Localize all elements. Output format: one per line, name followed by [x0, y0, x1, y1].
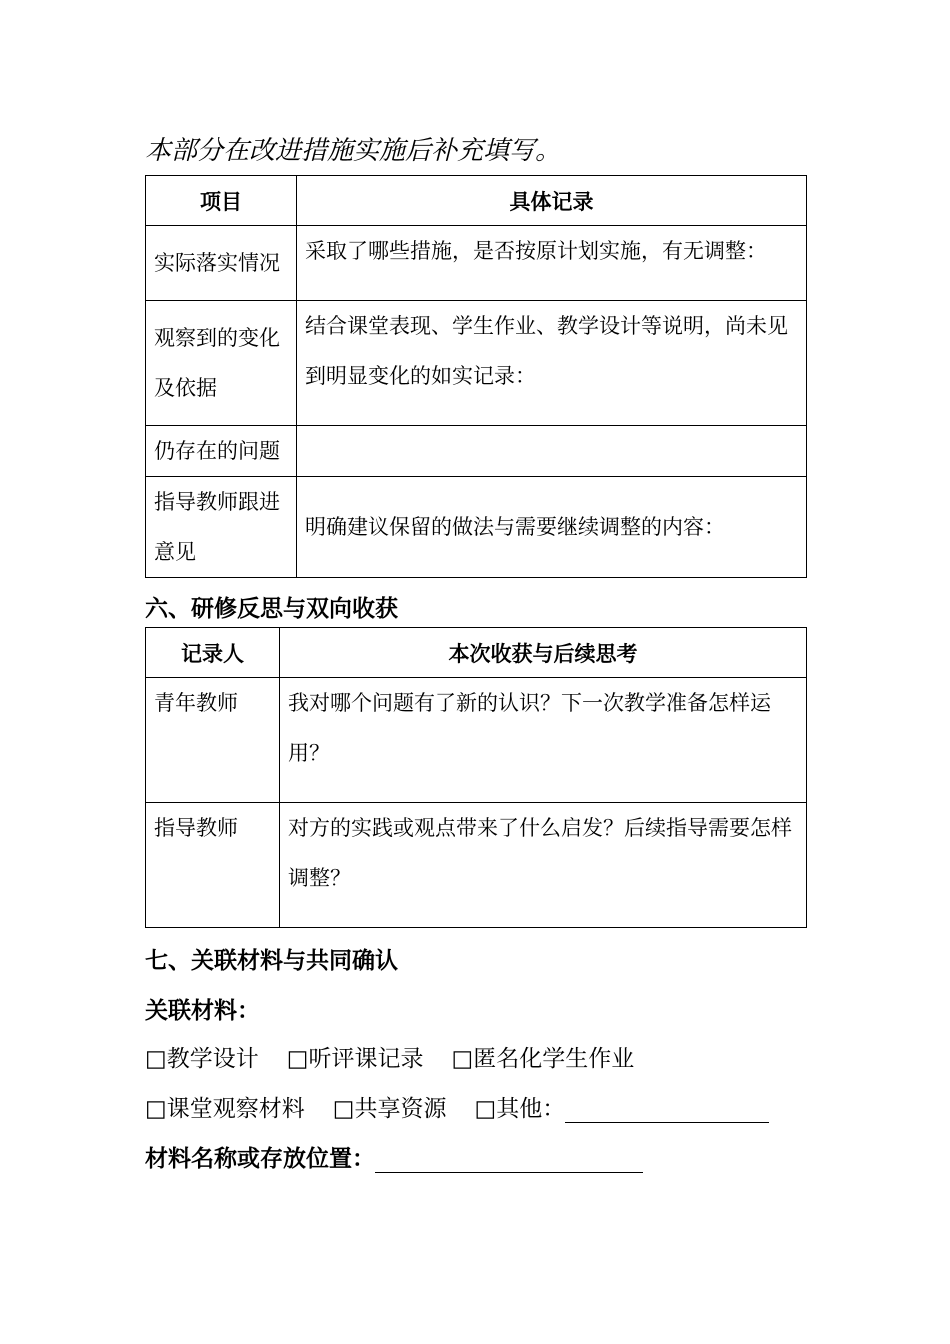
row-item-label: 指导教师跟进意见 [154, 490, 280, 564]
checkbox-shared-resources[interactable]: □共享资源 [332, 1096, 447, 1122]
table-row [146, 426, 807, 477]
row-record-text[interactable]: 明确建议保留的做法与需要继续调整的内容： [305, 515, 725, 539]
table-row [146, 477, 807, 578]
table-row [146, 803, 807, 928]
materials-options-row-1 [145, 1040, 634, 1073]
material-location-label: 材料名称或存放位置： [145, 1146, 375, 1172]
header-record: 具体记录 [297, 176, 807, 226]
materials-options-row-2 [145, 1090, 769, 1123]
section-7-title: 七、关联材料与共同确认 [145, 948, 398, 974]
table-row [146, 226, 807, 301]
row-item-label: 实际落实情况 [154, 251, 280, 275]
header-reflection: 本次收获与后续思考 [280, 628, 807, 678]
row-item-label: 仍存在的问题 [154, 439, 280, 463]
checkbox-lesson-observation-record[interactable]: □听评课记录 [286, 1046, 424, 1072]
implementation-record-table [145, 175, 807, 578]
row-person-label: 青年教师 [154, 691, 238, 715]
checkbox-classroom-observation-material[interactable]: □课堂观察材料 [145, 1096, 305, 1122]
reflection-table [145, 627, 807, 928]
materials-label: 关联材料： [145, 998, 260, 1024]
row-record-text[interactable]: 结合课堂表现、学生作业、教学设计等说明，尚未见到明显变化的如实记录： [305, 314, 788, 388]
material-location-fill-blank[interactable] [375, 1146, 643, 1173]
table-row [146, 678, 807, 803]
row-reflection-text[interactable]: 对方的实践或观点带来了什么启发？后续指导需要怎样调整？ [288, 816, 792, 890]
checkbox-teaching-design[interactable]: □教学设计 [145, 1046, 259, 1072]
row-person-label: 指导教师 [154, 816, 238, 840]
row-record-text[interactable]: 采取了哪些措施，是否按原计划实施，有无调整： [305, 239, 767, 263]
table-row [146, 301, 807, 426]
other-fill-blank[interactable] [565, 1096, 769, 1123]
checkbox-other[interactable]: □其他： [474, 1096, 566, 1122]
material-location-line [145, 1140, 643, 1173]
header-item: 项目 [146, 176, 297, 226]
section-intro-note: 本部分在改进措施实施后补充填写。 [145, 136, 562, 166]
row-reflection-text[interactable]: 我对哪个问题有了新的认识？下一次教学准备怎样运用？ [288, 691, 771, 765]
checkbox-anonymized-student-work[interactable]: □匿名化学生作业 [451, 1046, 635, 1072]
section-6-title: 六、研修反思与双向收获 [145, 596, 398, 622]
header-person: 记录人 [146, 628, 280, 678]
row-item-label: 观察到的变化及依据 [154, 326, 280, 400]
